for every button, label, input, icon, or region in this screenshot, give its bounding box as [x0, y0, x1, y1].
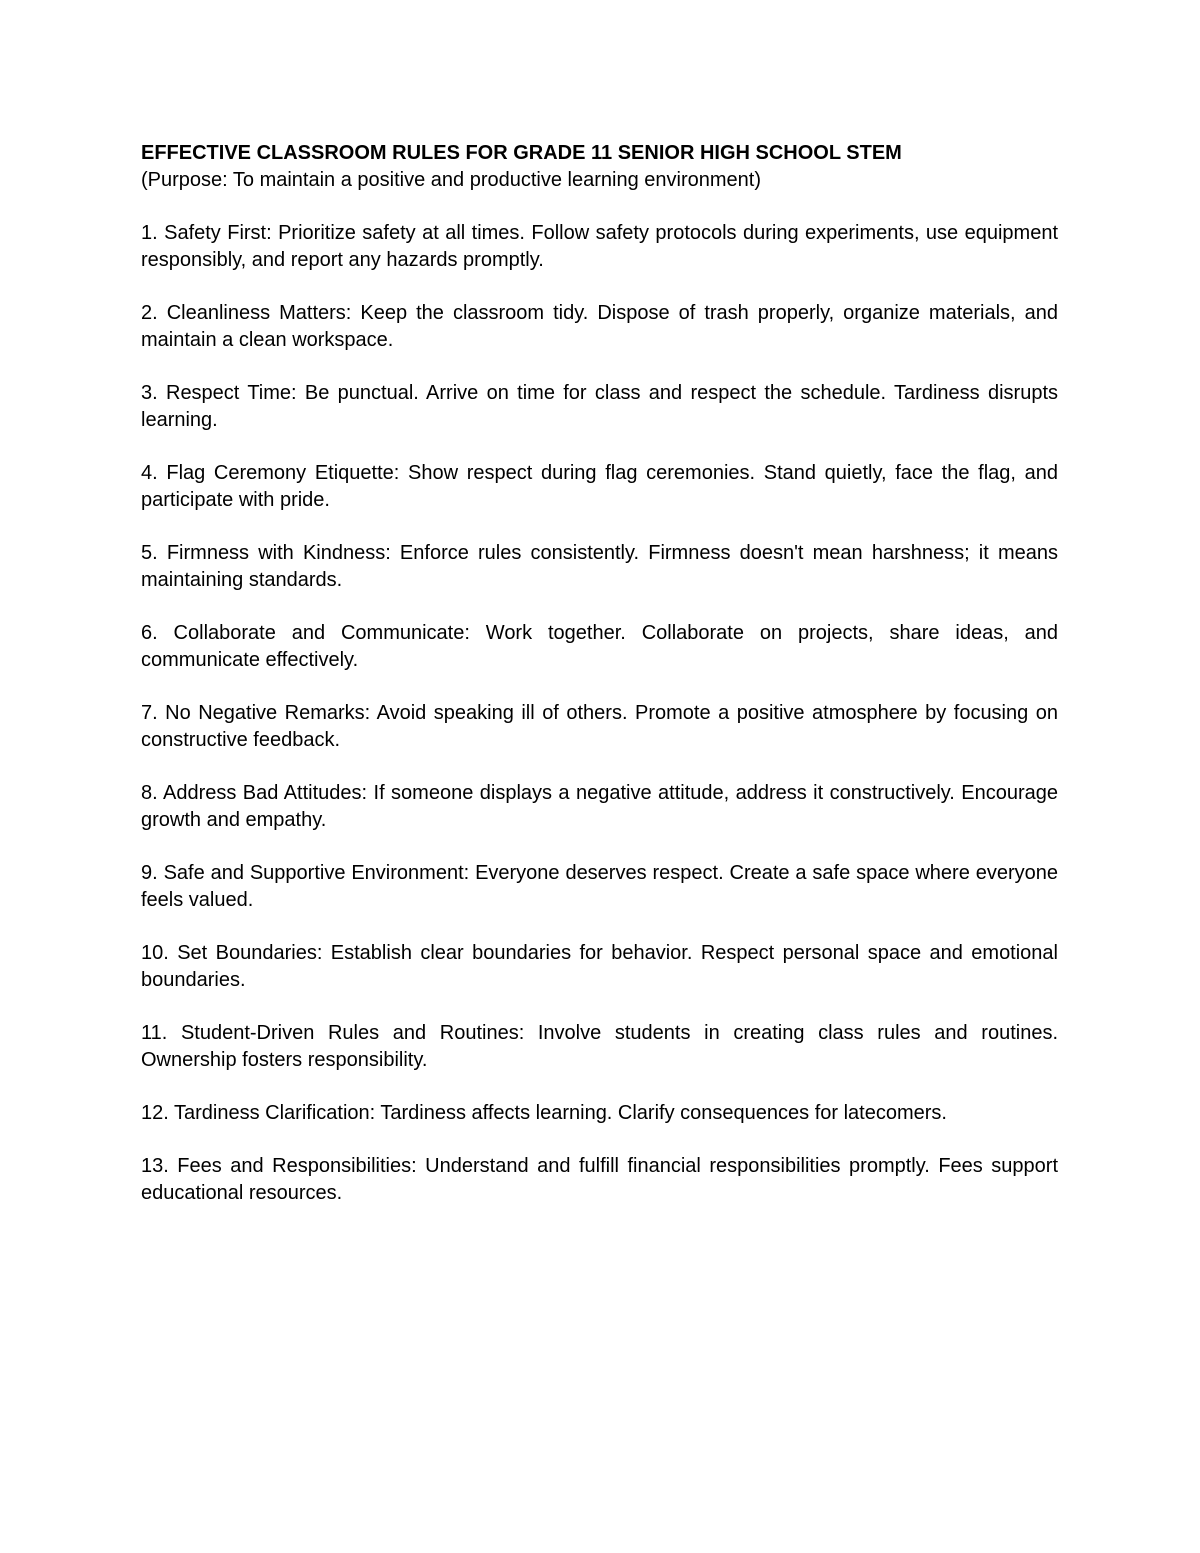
rule-item: 5. Firmness with Kindness: Enforce rules consistently. Firmness doesn't mean harshness; it means maintaining standards.	[141, 542, 1058, 591]
rule-item: 13. Fees and Responsibilities: Understand and fulfill financial responsibilities promptly. Fees support educational resources.	[141, 1155, 1058, 1204]
rule-item: 6. Collaborate and Communicate: Work together. Collaborate on projects, share ideas, and communicate effectively.	[141, 622, 1058, 671]
purpose-statement: (Purpose: To maintain a positive and productive learning environment)	[141, 169, 761, 191]
document-title: EFFECTIVE CLASSROOM RULES FOR GRADE 11 SENIOR HIGH SCHOOL STEM	[141, 142, 902, 164]
rule-item: 7. No Negative Remarks: Avoid speaking ill of others. Promote a positive atmosphere by focusing on constructive feedback.	[141, 702, 1058, 751]
document-page	[141, 140, 1058, 1207]
rule-item: 8. Address Bad Attitudes: If someone displays a negative attitude, address it constructively. Encourage growth and empathy.	[141, 782, 1058, 831]
rule-item: 1. Safety First: Prioritize safety at all times. Follow safety protocols during experiments, use equipment responsibly, and report any hazards promptly.	[141, 222, 1058, 271]
rule-item: 12. Tardiness Clarification: Tardiness affects learning. Clarify consequences for latecomers.	[141, 1102, 947, 1124]
rule-item: 10. Set Boundaries: Establish clear boundaries for behavior. Respect personal space and emotional boundaries.	[141, 942, 1058, 991]
rule-item: 2. Cleanliness Matters: Keep the classroom tidy. Dispose of trash properly, organize materials, and maintain a clean workspace.	[141, 302, 1058, 351]
rule-item: 11. Student-Driven Rules and Routines: Involve students in creating class rules and routines. Ownership fosters responsibility.	[141, 1022, 1058, 1071]
rules-list	[141, 220, 1058, 1207]
rule-item: 9. Safe and Supportive Environment: Everyone deserves respect. Create a safe space where everyone feels valued.	[141, 862, 1058, 911]
rule-item: 4. Flag Ceremony Etiquette: Show respect during flag ceremonies. Stand quietly, face the flag, and participate with pride.	[141, 462, 1058, 511]
rule-item: 3. Respect Time: Be punctual. Arrive on time for class and respect the schedule. Tardiness disrupts learning.	[141, 382, 1058, 431]
